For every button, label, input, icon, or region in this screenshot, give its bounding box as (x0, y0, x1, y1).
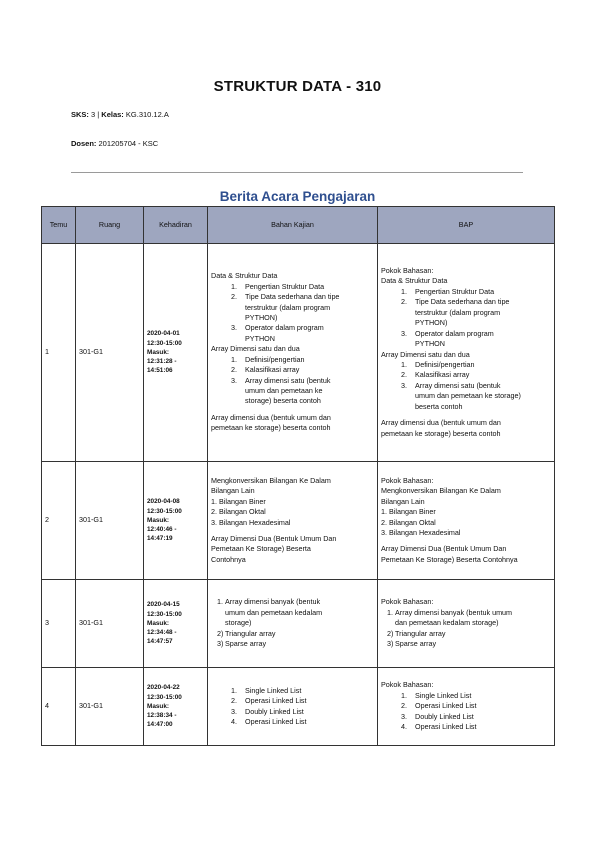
kehadiran-line: 2020-04-08 (147, 498, 180, 506)
list-item (211, 629, 374, 639)
numbered-list (211, 597, 374, 649)
list-item-line: umum dan pemetaan ke storage) (415, 391, 521, 401)
cell-kehadiran (144, 668, 208, 746)
list-item (381, 691, 551, 701)
kehadiran-line: Masuk: (147, 348, 170, 356)
list-item (211, 355, 374, 365)
lecturer-meta (71, 139, 158, 148)
content-line: Mengkonversikan Bilangan Ke Dalam (211, 475, 331, 485)
cell-temu: 4 (42, 668, 76, 746)
content-line: Array dimensi dua (bentuk umum dan (381, 418, 501, 428)
list-item-line: umum dan pemetaan kedalam (225, 607, 323, 617)
list-item-line: Array dimensi satu (bentuk (245, 375, 331, 385)
kehadiran-line: 2020-04-15 (147, 601, 180, 609)
cell-temu: 2 (42, 462, 76, 580)
numbered-list (211, 686, 374, 728)
content-line: Pemetaan Ke Storage) Beserta Contohnya (381, 554, 518, 564)
list-item (211, 686, 374, 696)
list-number: 1. (387, 607, 393, 617)
cell-bap (378, 580, 555, 668)
content-line: Contohnya (211, 554, 246, 564)
content-line: 3. Bilangan Hexadesimal (211, 517, 291, 527)
cell-bap (378, 668, 555, 746)
group-heading: Data & Struktur Data (211, 271, 278, 281)
kehadiran-line: 12:38:34 - (147, 712, 177, 720)
content-line: Array Dimensi Dua (Bentuk Umum Dan (381, 544, 507, 554)
list-item-line: Array dimensi banyak (bentuk umum (395, 607, 513, 617)
list-item-line: terstruktur (dalam program (415, 307, 501, 317)
group-heading: Array Dimensi satu dan dua (381, 349, 470, 359)
list-item-line: Definisi/pengertian (245, 354, 305, 364)
dosen-label: Dosen: (71, 139, 97, 148)
list-item-line: storage) (225, 618, 252, 628)
list-item-line: Single Linked List (415, 690, 472, 700)
list-number: 2. (231, 292, 237, 302)
content-line: Pokok Bahasan: (381, 680, 434, 690)
document-title: STRUKTUR DATA - 310 (213, 78, 382, 95)
content-line: 1. Bilangan Biner (381, 507, 436, 517)
list-number: 1. (217, 597, 223, 607)
list-number: 2) (387, 628, 394, 638)
list-item-line: Operator dalam program (415, 328, 494, 338)
numbered-list (211, 355, 374, 407)
cell-bap (378, 244, 555, 462)
kehadiran-line: 12:30-15:00 (147, 507, 182, 515)
numbered-list (381, 360, 551, 412)
list-number: 2. (401, 370, 407, 380)
list-item (211, 597, 374, 628)
list-item (381, 722, 551, 732)
list-item-line: terstruktur (dalam program (245, 302, 331, 312)
table-row (42, 580, 555, 668)
list-number: 2. (401, 701, 407, 711)
content-line: Pemetaan Ke Storage) Beserta (211, 544, 311, 554)
course-meta (71, 110, 169, 119)
cell-temu: 1 (42, 244, 76, 462)
cell-ruang: 301-G1 (76, 462, 144, 580)
cell-kehadiran (144, 580, 208, 668)
kehadiran-line: 12:31:28 - (147, 358, 177, 366)
kehadiran-line: 14:47:00 (147, 721, 173, 729)
content-line: Array dimensi dua (bentuk umum dan (211, 412, 331, 422)
numbered-list (381, 287, 551, 350)
list-item (381, 608, 551, 629)
content-line: Pokok Bahasan: (381, 266, 434, 275)
content-line: Mengkonversikan Bilangan Ke Dalam (381, 486, 501, 496)
numbered-list (381, 608, 551, 650)
list-item-line: Kalasifikasi array (415, 370, 470, 380)
list-number: 3. (401, 380, 407, 390)
list-number: 1. (231, 354, 237, 364)
table-row (42, 668, 555, 746)
header-kehadiran: Kehadiran (144, 207, 208, 244)
list-number: 3. (231, 706, 237, 716)
list-number: 3. (231, 375, 237, 385)
list-item-line: Operasi Linked List (245, 696, 307, 706)
cell-bap (378, 462, 555, 580)
list-item (211, 707, 374, 717)
list-item (381, 329, 551, 350)
group-heading: Array Dimensi satu dan dua (211, 344, 300, 354)
list-item-line: Pengertian Struktur Data (245, 281, 325, 291)
list-number: 4. (231, 716, 237, 726)
kehadiran-line: 12:30-15:00 (147, 610, 182, 618)
list-item-line: Tipe Data sederhana dan tipe (245, 292, 340, 302)
header-temu: Temu (42, 207, 76, 244)
divider (71, 172, 523, 173)
list-item-line: Triangular array (395, 628, 446, 638)
cell-bahan-kajian (208, 244, 378, 462)
kehadiran-line: Masuk: (147, 702, 170, 710)
list-number: 2. (231, 365, 237, 375)
list-item (211, 639, 374, 649)
list-item-line: Operasi Linked List (415, 722, 477, 732)
table-header-row (42, 207, 555, 244)
kehadiran-line: 14:47:57 (147, 638, 173, 646)
list-item-line: Single Linked List (245, 685, 302, 695)
list-item-line: PYTHON (245, 333, 275, 343)
list-item-line: Operasi Linked List (245, 716, 307, 726)
list-number: 2. (401, 297, 407, 307)
content-line: Bilangan Lain (381, 496, 425, 506)
numbered-list (381, 691, 551, 733)
list-number: 2) (217, 628, 224, 638)
list-item-line: Array dimensi satu (bentuk (415, 380, 501, 390)
kehadiran-line: 2020-04-01 (147, 330, 180, 338)
cell-ruang: 301-G1 (76, 668, 144, 746)
content-line: 2. Bilangan Oktal (211, 507, 266, 517)
list-number: 3. (401, 711, 407, 721)
list-item (381, 360, 551, 370)
list-item-line: Array dimensi banyak (bentuk (225, 597, 321, 607)
list-item (381, 639, 551, 649)
list-item-line: Tipe Data sederhana dan tipe (415, 297, 510, 307)
list-item-line: Doubly Linked List (245, 706, 304, 716)
list-item-line: storage) beserta contoh (245, 396, 321, 406)
list-item-line: Triangular array (225, 628, 276, 638)
list-number: 3) (217, 639, 224, 649)
kehadiran-line: Masuk: (147, 516, 170, 524)
numbered-list (211, 282, 374, 345)
list-item (211, 696, 374, 706)
list-number: 1. (401, 286, 407, 296)
table-row (42, 244, 555, 462)
list-item-line: PYTHON) (415, 318, 448, 328)
list-number: 1. (231, 281, 237, 291)
list-number: 1. (401, 359, 407, 369)
list-item (211, 323, 374, 344)
kehadiran-line: Masuk: (147, 619, 170, 627)
list-number: 3. (401, 328, 407, 338)
kelas-value: KG.310.12.A (123, 110, 169, 119)
list-number: 1. (231, 685, 237, 695)
kehadiran-line: 12:30-15:00 (147, 693, 182, 701)
kehadiran-line: 2020-04-22 (147, 684, 180, 692)
group-heading: Data & Struktur Data (381, 276, 448, 286)
list-item (381, 712, 551, 722)
content-line: Pokok Bahasan: (381, 597, 434, 607)
list-item-line: PYTHON (415, 339, 445, 349)
list-item (211, 376, 374, 407)
list-number: 2. (231, 696, 237, 706)
cell-kehadiran (144, 244, 208, 462)
content-line: Array Dimensi Dua (Bentuk Umum Dan (211, 533, 337, 543)
content-line: pemetaan ke storage) beserta contoh (211, 423, 331, 433)
list-item-line: PYTHON) (245, 312, 278, 322)
list-item-line: dan pemetaan kedalam storage) (395, 618, 499, 628)
content-line: 2. Bilangan Oktal (381, 517, 436, 527)
list-item-line: Doubly Linked List (415, 711, 474, 721)
list-item-line: Kalasifikasi array (245, 365, 300, 375)
list-number: 1. (401, 690, 407, 700)
cell-temu: 3 (42, 580, 76, 668)
list-item (211, 282, 374, 292)
list-item (381, 381, 551, 412)
cell-bahan-kajian (208, 462, 378, 580)
list-number: 4. (401, 722, 407, 732)
content-line: 3. Bilangan Hexadesimal (381, 527, 461, 537)
section-title: Berita Acara Pengajaran (219, 189, 376, 204)
header-bap: BAP (378, 207, 555, 244)
cell-kehadiran (144, 462, 208, 580)
bap-table (41, 206, 555, 746)
content-line: Pokok Bahasan: (381, 475, 434, 485)
kehadiran-line: 12:34:48 - (147, 629, 177, 637)
cell-ruang: 301-G1 (76, 244, 144, 462)
header-ruang: Ruang (76, 207, 144, 244)
list-item (381, 701, 551, 711)
list-item (381, 297, 551, 328)
list-number: 3. (231, 323, 237, 333)
list-item-line: Sparse array (225, 639, 267, 649)
content-line: 1. Bilangan Biner (211, 496, 266, 506)
sks-value: 3 | (88, 110, 102, 119)
cell-ruang: 301-G1 (76, 580, 144, 668)
list-item-line: Pengertian Struktur Data (415, 286, 495, 296)
kehadiran-line: 14:51:06 (147, 367, 173, 375)
sks-label: SKS: (71, 110, 89, 119)
content-line: pemetaan ke storage) beserta contoh (381, 428, 501, 438)
list-item-line: umum dan pemetaan ke (245, 386, 323, 396)
list-item-line: Operator dalam program (245, 323, 324, 333)
dosen-value: 201205704 - KSC (96, 139, 159, 148)
table-row (42, 462, 555, 580)
list-item (211, 292, 374, 323)
kelas-label: Kelas: (101, 110, 124, 119)
list-item (381, 629, 551, 639)
header-bahan-kajian: Bahan Kajian (208, 207, 378, 244)
list-item (211, 717, 374, 727)
list-item-line: beserta contoh (415, 401, 463, 411)
list-item-line: Sparse array (395, 639, 437, 649)
kehadiran-line: 14:47:19 (147, 535, 173, 543)
list-item (381, 370, 551, 380)
kehadiran-line: 12:40:46 - (147, 526, 177, 534)
kehadiran-line: 12:30-15:00 (147, 339, 182, 347)
content-line: Bilangan Lain (211, 486, 255, 496)
list-item-line: Definisi/pengertian (415, 359, 475, 369)
cell-bahan-kajian (208, 580, 378, 668)
list-item (211, 365, 374, 375)
list-number: 3) (387, 639, 394, 649)
cell-bahan-kajian (208, 668, 378, 746)
list-item-line: Operasi Linked List (415, 701, 477, 711)
list-item (381, 287, 551, 297)
